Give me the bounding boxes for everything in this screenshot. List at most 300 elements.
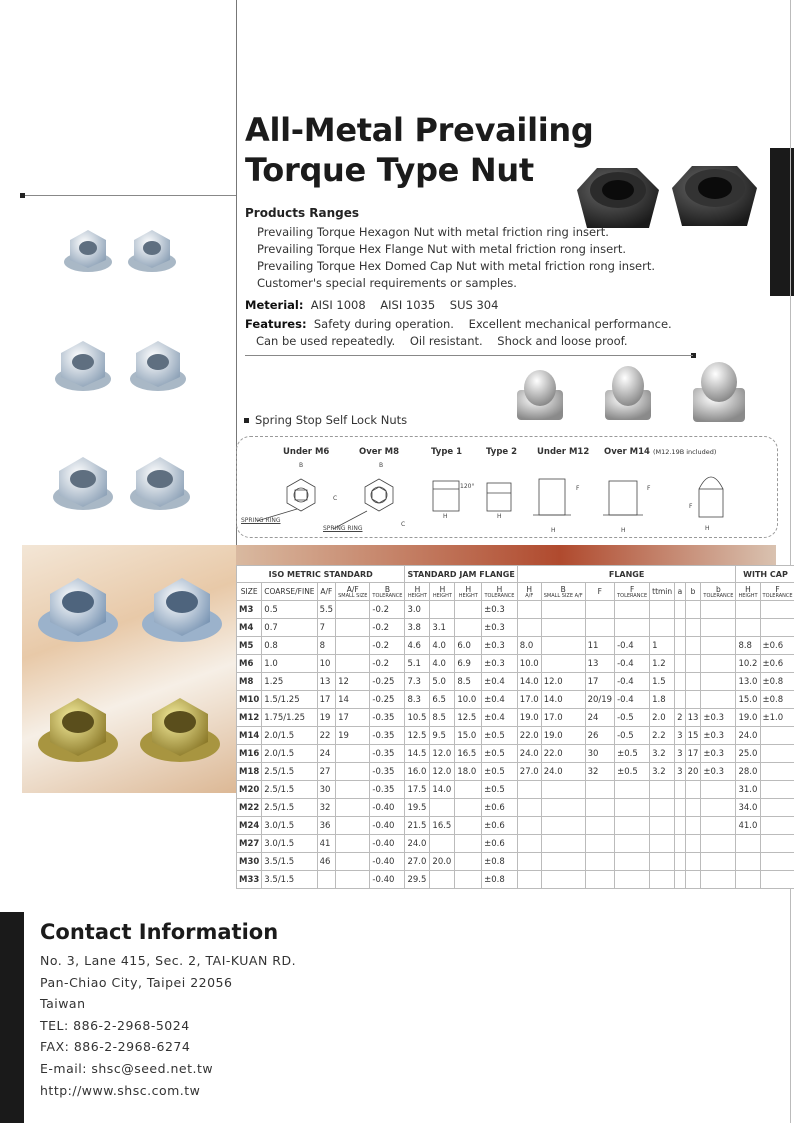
col-flange-b: B SMALL SIZE A/F — [541, 583, 585, 601]
features-line — [245, 316, 672, 350]
table-cell — [685, 853, 701, 871]
table-cell: 6.5 — [430, 691, 455, 709]
table-cell: 2.0/1.5 — [262, 745, 317, 763]
table-cell: 19.0 — [541, 727, 585, 745]
table-cell: 3.0/1.5 — [262, 817, 317, 835]
table-cell — [675, 619, 685, 637]
table-cell: 1.75/1.25 — [262, 709, 317, 727]
dim-c: C — [333, 495, 338, 502]
size-cell: M27 — [237, 835, 262, 853]
table-cell: 15 — [685, 727, 701, 745]
table-cell: 25.0 — [736, 745, 760, 763]
table-cell: 5.0 — [430, 673, 455, 691]
table-cell: 24 — [317, 745, 336, 763]
table-cell — [675, 835, 685, 853]
table-cell: 13 — [685, 709, 701, 727]
table-cell: ±0.3 — [701, 745, 736, 763]
dim-b: B — [299, 462, 304, 469]
table-cell: 29.5 — [405, 871, 430, 889]
features-value-2: Can be used repeatedly. Oil resistant. Shock and loose proof. — [255, 334, 628, 348]
table-cell: 30 — [585, 745, 615, 763]
table-row — [237, 817, 794, 835]
table-cell — [336, 655, 370, 673]
table-group-header — [237, 566, 794, 583]
table-cell: 41.0 — [736, 817, 760, 835]
table-cell — [685, 799, 701, 817]
table-cell — [517, 871, 541, 889]
table-cell — [701, 619, 736, 637]
horizontal-divider — [22, 195, 236, 196]
table-cell — [760, 619, 794, 637]
table-header-background — [236, 545, 776, 565]
table-cell: 20 — [685, 763, 701, 781]
table-cell: 22 — [317, 727, 336, 745]
diagram-label-over-m14: Over M14 (M12.19B included) — [604, 447, 717, 457]
table-cell: -0.4 — [615, 655, 650, 673]
dimension-diagram — [236, 436, 778, 538]
table-cell: 19.0 — [517, 709, 541, 727]
dim-f: F — [576, 485, 580, 492]
table-row — [237, 637, 794, 655]
table-cell — [736, 619, 760, 637]
table-cell — [650, 835, 675, 853]
table-cell: 19.0 — [736, 709, 760, 727]
size-cell: M12 — [237, 709, 262, 727]
table-cell — [685, 817, 701, 835]
table-cell — [701, 601, 736, 619]
table-cell: 3.0/1.5 — [262, 835, 317, 853]
bullet-marker — [244, 418, 249, 423]
table-cell: 17 — [317, 691, 336, 709]
col-h1: H HEIGHT — [405, 583, 430, 601]
table-cell — [615, 799, 650, 817]
table-cell: ±0.8 — [760, 691, 794, 709]
table-cell — [336, 871, 370, 889]
size-cell: M16 — [237, 745, 262, 763]
table-cell — [336, 763, 370, 781]
table-cell: ±0.6 — [760, 655, 794, 673]
table-cell: 3.2 — [650, 763, 675, 781]
table-cell — [685, 619, 701, 637]
table-cell: 24.0 — [736, 727, 760, 745]
contact-title: Contact Information — [40, 920, 279, 944]
table-cell: 3.5/1.5 — [262, 853, 317, 871]
table-cell — [760, 871, 794, 889]
table-cell: 0.7 — [262, 619, 317, 637]
table-cell — [585, 853, 615, 871]
table-cell: 3.0 — [405, 601, 430, 619]
table-cell — [701, 691, 736, 709]
size-cell: M3 — [237, 601, 262, 619]
col-flange-h: H A/F — [517, 583, 541, 601]
table-cell — [650, 871, 675, 889]
table-cell — [317, 871, 336, 889]
table-cell — [650, 781, 675, 799]
table-cell — [455, 817, 482, 835]
table-cell: 6.0 — [455, 637, 482, 655]
table-cell: ±0.5 — [615, 745, 650, 763]
table-cell: ±0.6 — [482, 817, 518, 835]
table-cell: -0.25 — [370, 673, 405, 691]
col-flange-f-tol: F TOLERANCE — [615, 583, 650, 601]
col-cap-h: H HEIGHT — [736, 583, 760, 601]
table-cell — [675, 799, 685, 817]
table-cell — [685, 871, 701, 889]
table-row — [237, 853, 794, 871]
table-cell: 22.0 — [517, 727, 541, 745]
table-cell: 8.3 — [405, 691, 430, 709]
table-row — [237, 727, 794, 745]
table-cell: 14.0 — [430, 781, 455, 799]
table-cell — [430, 799, 455, 817]
table-row — [237, 691, 794, 709]
table-cell: ±0.3 — [482, 655, 518, 673]
table-cell — [430, 871, 455, 889]
table-cell: ±0.8 — [760, 673, 794, 691]
table-cell: 10 — [317, 655, 336, 673]
table-cell — [585, 781, 615, 799]
table-cell: 12.0 — [430, 763, 455, 781]
spring-stop-title — [244, 413, 407, 427]
table-cell — [650, 619, 675, 637]
table-cell: 2.5/1.5 — [262, 781, 317, 799]
table-cell: -0.2 — [370, 601, 405, 619]
table-cell: ±0.8 — [482, 853, 518, 871]
table-cell: 17 — [685, 745, 701, 763]
table-cell: 12.0 — [541, 673, 585, 691]
table-cell — [650, 817, 675, 835]
table-cell — [430, 835, 455, 853]
table-cell — [455, 781, 482, 799]
table-cell: 12.0 — [430, 745, 455, 763]
address-line-3: Taiwan — [40, 996, 86, 1012]
table-cell: 10.5 — [405, 709, 430, 727]
table-cell — [650, 601, 675, 619]
col-a: a — [675, 583, 685, 601]
table-cell: 2.0/1.5 — [262, 727, 317, 745]
table-cell — [585, 835, 615, 853]
table-cell — [615, 835, 650, 853]
col-h4: H TOLERANCE — [482, 583, 518, 601]
website-link[interactable]: http://www.shsc.com.tw — [40, 1082, 201, 1098]
table-cell — [650, 853, 675, 871]
group-iso: ISO METRIC STANDARD — [237, 566, 405, 583]
flange-nuts-photo — [30, 558, 230, 788]
table-cell: 8 — [317, 637, 336, 655]
table-cell — [760, 817, 794, 835]
table-cell — [541, 601, 585, 619]
table-cell: 10.0 — [517, 655, 541, 673]
table-cell: 5.5 — [317, 601, 336, 619]
table-cell — [615, 853, 650, 871]
table-cell: 8.8 — [736, 637, 760, 655]
table-cell — [685, 637, 701, 655]
table-cell: ±0.3 — [701, 763, 736, 781]
col-cap-f: F TOLERANCE — [760, 583, 794, 601]
table-cell — [615, 619, 650, 637]
table-cell — [675, 817, 685, 835]
table-cell — [701, 817, 736, 835]
size-cell: M6 — [237, 655, 262, 673]
list-item: Customer's special requirements or samples. — [257, 276, 517, 290]
table-cell — [585, 871, 615, 889]
table-cell — [541, 655, 585, 673]
col-b-small: b — [685, 583, 701, 601]
table-cell: 13 — [585, 655, 615, 673]
table-cell — [675, 871, 685, 889]
table-cell: 3.5/1.5 — [262, 871, 317, 889]
features-value: Safety during operation. Excellent mechanical performance. — [313, 317, 672, 331]
table-cell — [615, 601, 650, 619]
col-af-small: A/F SMALL SIZE — [336, 583, 370, 601]
material-line — [245, 298, 498, 312]
table-cell — [336, 745, 370, 763]
cap-nuts-photo — [505, 360, 775, 430]
table-cell: 41 — [317, 835, 336, 853]
size-cell: M20 — [237, 781, 262, 799]
table-cell: ±0.4 — [482, 673, 518, 691]
page-edge — [790, 0, 791, 1123]
table-cell: 10.0 — [455, 691, 482, 709]
list-item: Prevailing Torque Hex Flange Nut with metal friction rong insert. — [257, 242, 627, 256]
table-cell: 17.5 — [405, 781, 430, 799]
table-cell: -0.40 — [370, 817, 405, 835]
table-cell: 3.2 — [650, 745, 675, 763]
specification-table — [236, 565, 794, 889]
dim-f-2: F — [647, 485, 651, 492]
table-row — [237, 619, 794, 637]
table-cell — [685, 601, 701, 619]
table-row — [237, 871, 794, 889]
table-cell: ±0.3 — [701, 727, 736, 745]
diagram-label-type2: Type 2 — [486, 447, 518, 457]
table-cell: 1.2 — [650, 655, 675, 673]
diagram-label-under-m12: Under M12 — [537, 447, 590, 457]
table-cell — [701, 637, 736, 655]
table-cell: 2.2 — [650, 727, 675, 745]
table-cell — [455, 619, 482, 637]
table-cell: 4.6 — [405, 637, 430, 655]
table-cell: 17.0 — [517, 691, 541, 709]
table-cell: ±0.6 — [482, 799, 518, 817]
spring-ring-label: SPRING RING — [241, 517, 281, 524]
diagram-label-over-m8: Over M8 — [359, 447, 400, 457]
col-coarse: COARSE/FINE — [262, 583, 317, 601]
table-row — [237, 673, 794, 691]
diagram-label-type1: Type 1 — [431, 447, 463, 457]
table-cell — [736, 871, 760, 889]
spring-stop-label: Spring Stop Self Lock Nuts — [255, 413, 408, 427]
size-cell: M30 — [237, 853, 262, 871]
table-cell — [675, 691, 685, 709]
material-value: AISI 1008 AISI 1035 SUS 304 — [310, 298, 499, 312]
table-cell — [541, 871, 585, 889]
list-item: Prevailing Torque Hexagon Nut with metal friction ring insert. — [257, 225, 609, 239]
table-cell: ±0.5 — [482, 745, 518, 763]
table-cell — [760, 835, 794, 853]
table-cell — [760, 727, 794, 745]
table-column-header — [237, 583, 794, 601]
table-row — [237, 835, 794, 853]
table-cell: 7 — [317, 619, 336, 637]
table-cell: 17.0 — [541, 709, 585, 727]
table-cell — [675, 637, 685, 655]
table-cell: 15.0 — [736, 691, 760, 709]
table-cell: 24.0 — [405, 835, 430, 853]
table-cell — [517, 835, 541, 853]
dim-h-2: H — [497, 513, 502, 520]
table-cell — [541, 817, 585, 835]
table-cell — [675, 601, 685, 619]
table-cell: 32 — [585, 763, 615, 781]
table-cell — [585, 817, 615, 835]
table-cell: 2.5/1.5 — [262, 799, 317, 817]
diagram-label-under-m6: Under M6 — [283, 447, 330, 457]
zinc-nuts-photo — [30, 205, 230, 535]
table-cell — [336, 853, 370, 871]
table-cell — [585, 799, 615, 817]
table-cell: 24.0 — [517, 745, 541, 763]
table-cell: 27 — [317, 763, 336, 781]
fax: FAX: 886-2-2968-6274 — [40, 1039, 191, 1055]
table-cell: 15.0 — [455, 727, 482, 745]
table-cell: 18.0 — [455, 763, 482, 781]
table-cell: 17 — [585, 673, 615, 691]
table-cell: 31.0 — [736, 781, 760, 799]
table-cell — [541, 835, 585, 853]
table-cell: 0.5 — [262, 601, 317, 619]
table-cell — [760, 601, 794, 619]
table-cell — [675, 655, 685, 673]
table-cell: 1.8 — [650, 691, 675, 709]
table-cell — [585, 601, 615, 619]
table-cell — [701, 781, 736, 799]
table-cell — [336, 637, 370, 655]
table-cell: -0.35 — [370, 763, 405, 781]
table-cell: 6.9 — [455, 655, 482, 673]
table-cell: -0.35 — [370, 745, 405, 763]
table-cell — [455, 799, 482, 817]
table-row — [237, 781, 794, 799]
dim-h-3: H — [551, 527, 556, 534]
table-cell: -0.40 — [370, 835, 405, 853]
table-cell — [541, 799, 585, 817]
table-cell: 1.5/1.25 — [262, 691, 317, 709]
size-cell: M22 — [237, 799, 262, 817]
table-cell — [517, 781, 541, 799]
size-cell: M14 — [237, 727, 262, 745]
email-link[interactable]: E-mail: shsc@seed.net.tw — [40, 1060, 214, 1076]
table-cell: -0.2 — [370, 655, 405, 673]
table-cell: 13 — [317, 673, 336, 691]
dim-h-4: H — [621, 527, 626, 534]
table-cell — [336, 781, 370, 799]
table-row — [237, 601, 794, 619]
table-cell: 7.3 — [405, 673, 430, 691]
table-cell — [685, 673, 701, 691]
table-cell — [336, 619, 370, 637]
col-b-tol: b TOLERANCE — [701, 583, 736, 601]
table-cell: 19 — [336, 727, 370, 745]
table-cell — [675, 853, 685, 871]
table-cell — [701, 853, 736, 871]
table-cell: 14.0 — [541, 691, 585, 709]
bullet-marker — [20, 193, 25, 198]
col-size: SIZE — [237, 583, 262, 601]
table-cell — [701, 655, 736, 673]
dim-c-2: C — [401, 521, 406, 528]
table-cell — [736, 853, 760, 871]
address-line-1: No. 3, Lane 415, Sec. 2, TAI-KUAN RD. — [40, 953, 297, 968]
table-cell — [517, 799, 541, 817]
table-cell: -0.4 — [615, 691, 650, 709]
table-cell: ±0.4 — [482, 709, 518, 727]
table-cell: 4.0 — [430, 655, 455, 673]
col-h3: H HEIGHT — [455, 583, 482, 601]
contact-side-bar — [0, 912, 24, 1123]
table-cell — [685, 655, 701, 673]
table-cell — [615, 871, 650, 889]
table-cell — [736, 835, 760, 853]
table-cell: 1.5 — [650, 673, 675, 691]
table-cell: 2 — [675, 709, 685, 727]
table-cell: 27.0 — [517, 763, 541, 781]
table-cell — [685, 781, 701, 799]
table-cell: 19 — [317, 709, 336, 727]
table-cell — [760, 799, 794, 817]
table-cell: -0.2 — [370, 637, 405, 655]
table-cell: 32 — [317, 799, 336, 817]
col-flange-f: F — [585, 583, 615, 601]
table-cell: 14 — [336, 691, 370, 709]
table-cell — [541, 781, 585, 799]
table-cell — [541, 619, 585, 637]
table-cell: 12 — [336, 673, 370, 691]
table-cell: 8.0 — [517, 637, 541, 655]
table-cell: ±1.0 — [760, 709, 794, 727]
table-cell — [760, 745, 794, 763]
table-cell: -0.35 — [370, 781, 405, 799]
table-cell: ±0.3 — [482, 619, 518, 637]
table-cell: 0.8 — [262, 637, 317, 655]
table-cell: 27.0 — [405, 853, 430, 871]
size-cell: M5 — [237, 637, 262, 655]
table-cell: 26 — [585, 727, 615, 745]
page-title: All-Metal Prevailing Torque Type Nut — [245, 111, 594, 189]
address-line-2: Pan-Chiao City, Taipei 22056 — [40, 974, 233, 990]
table-cell: 24.0 — [541, 763, 585, 781]
group-with-cap: WITH CAP — [736, 566, 794, 583]
table-cell — [585, 619, 615, 637]
table-cell — [736, 601, 760, 619]
table-cell: 46 — [317, 853, 336, 871]
table-cell: -0.4 — [615, 673, 650, 691]
table-cell: 3.8 — [405, 619, 430, 637]
table-row — [237, 799, 794, 817]
table-row — [237, 709, 794, 727]
table-cell: 3 — [675, 745, 685, 763]
table-cell — [455, 601, 482, 619]
horizontal-divider — [245, 355, 693, 356]
dim-f-3: F — [689, 503, 693, 510]
table-cell — [760, 781, 794, 799]
table-cell: 30 — [317, 781, 336, 799]
table-cell: -0.40 — [370, 871, 405, 889]
features-label: Features: — [245, 317, 307, 331]
table-cell: 2.5/1.5 — [262, 763, 317, 781]
table-cell: 22.0 — [541, 745, 585, 763]
table-cell — [336, 799, 370, 817]
